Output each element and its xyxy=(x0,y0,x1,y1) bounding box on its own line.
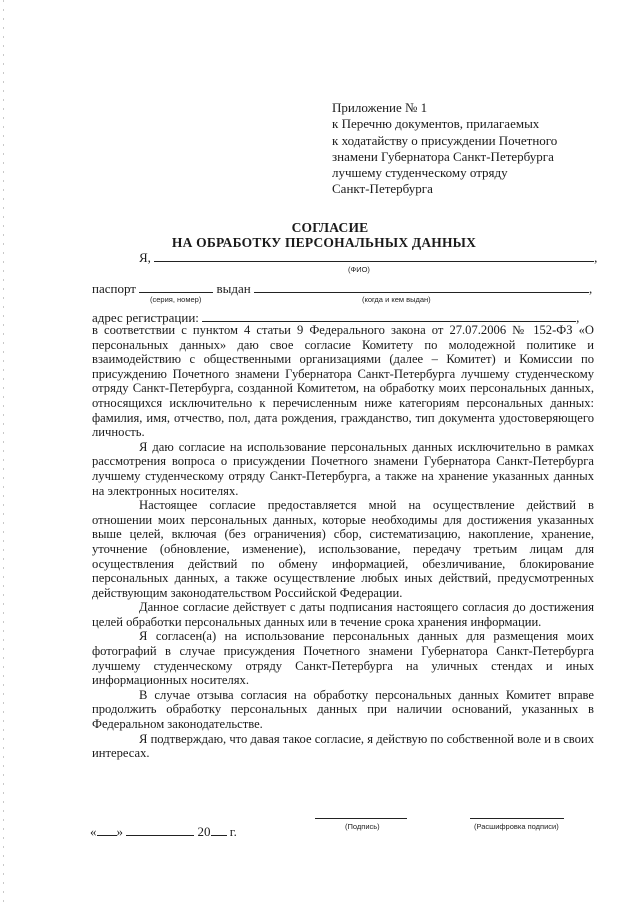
paragraph-usage: Я даю согласие на использование персональных данных исключительно в рамках рассмотрения вопроса о присуждении Почетного знамени Губернатора Санкт-Петербурга лучшему студенческому отряду Санкт-Петербурга, а также на хранение указанных данных на электронных носителях. xyxy=(92,439,594,498)
series-caption: (серия, номер) xyxy=(150,295,202,304)
passport-label: паспорт xyxy=(92,281,136,296)
passport-series-field[interactable] xyxy=(139,281,213,293)
paragraph-legal-basis: в соответствии с пунктом 4 статьи 9 Федерального закона от 27.07.2006 № 152-ФЗ «О персональных данных» даю свое согласие Комитету по молодежной политике и взаимодействию с общественными организациями (далее – Комитет) и Комиссии по присуждению Почетного знамени Губернатора Санкт-Петербурга лучшему студенческому отряду Санкт-Петербурга, созданной Комитетом, на обработку моих персональных данных, относящихся исключительно к перечисленным ниже категориям персональных данных: фамилия, имя, отчество, пол, дата рождения, гражданство, тип документа удостоверяющего личность. xyxy=(92,323,594,440)
comma: , xyxy=(588,281,593,296)
paragraph-photos: Я согласен(а) на использование персональных данных для размещения моих фотографий в случае присуждения Почетного знамени Губернатора Санкт-Петербурга лучшему студенческому отряду Санкт-Петербурга на уличных стендах и иных информационных носителях. xyxy=(92,629,594,688)
appendix-line: к Перечню документов, прилагаемых xyxy=(332,116,540,132)
signature-line[interactable] xyxy=(315,818,407,819)
paragraph-confirmation: Я подтверждаю, что давая такое согласие, я действую по собственной воле и в своих интересах. xyxy=(92,731,594,761)
appendix-line: лучшему студенческому отряду xyxy=(332,165,508,181)
appendix-line: Приложение № 1 xyxy=(332,100,428,115)
year-suffix: г. xyxy=(229,824,237,839)
signature-caption: (Подпись) xyxy=(345,822,380,831)
passport-row xyxy=(92,281,592,296)
year-field[interactable] xyxy=(211,824,227,836)
comma: , xyxy=(594,250,598,265)
passport-issued-field[interactable] xyxy=(254,281,589,293)
date-row xyxy=(90,824,237,840)
document-subtitle: НА ОБРАБОТКУ ПЕРСОНАЛЬНЫХ ДАННЫХ xyxy=(171,235,477,250)
paragraph-actions: Настоящее согласие предоставляется мной на осуществление действий в отношении моих персональных данных, которые необходимы для достижения указанных выше целей, включая (без ограничения) сбор, систематизацию, накопление, хранение, уточнение (обновление, изменение), использование, передачу третьим лицам для осуществления действий по обмену информацией, обезличивание, блокирование персональных данных, а также осуществление любых иных действий, предусмотренных действующим законодательством Российской Федерации. xyxy=(92,498,594,600)
paragraph-validity: Данное согласие действует с даты подписания настоящего согласия до достижения целей обработки персональных данных или в течение срока хранения информации. xyxy=(92,600,594,629)
fio-field[interactable] xyxy=(154,250,594,262)
ya-label: Я, xyxy=(139,250,151,265)
day-field[interactable] xyxy=(97,824,117,836)
address-field[interactable] xyxy=(202,310,576,322)
appendix-line: Санкт-Петербурга xyxy=(332,181,433,197)
comma: , xyxy=(576,310,580,325)
paragraph-revocation: В случае отзыва согласия на обработку персональных данных Комитет вправе продолжить обработку персональных данных при наличии оснований, указанных в Федеральном законодательстве. xyxy=(92,687,594,732)
appendix-line: к ходатайству о присуждении Почетного xyxy=(332,132,558,148)
fio-row xyxy=(139,250,597,265)
issued-label: выдан xyxy=(216,281,251,296)
address-label: адрес регистрации: xyxy=(92,310,199,325)
issued-caption: (когда и кем выдан) xyxy=(362,295,431,304)
year-prefix: 20 xyxy=(197,824,211,839)
consent-body xyxy=(92,323,594,761)
close-quote: » xyxy=(116,824,123,839)
decode-caption: (Расшифровка подписи) xyxy=(474,822,559,831)
signature-decode-line[interactable] xyxy=(470,818,564,819)
appendix-line: знамени Губернатора Санкт-Петербурга xyxy=(332,148,554,164)
document-title: СОГЛАСИЕ xyxy=(291,220,369,235)
appendix-header xyxy=(332,100,557,198)
open-quote: « xyxy=(90,824,97,839)
fio-caption: (ФИО) xyxy=(348,265,370,274)
month-field[interactable] xyxy=(126,824,194,836)
